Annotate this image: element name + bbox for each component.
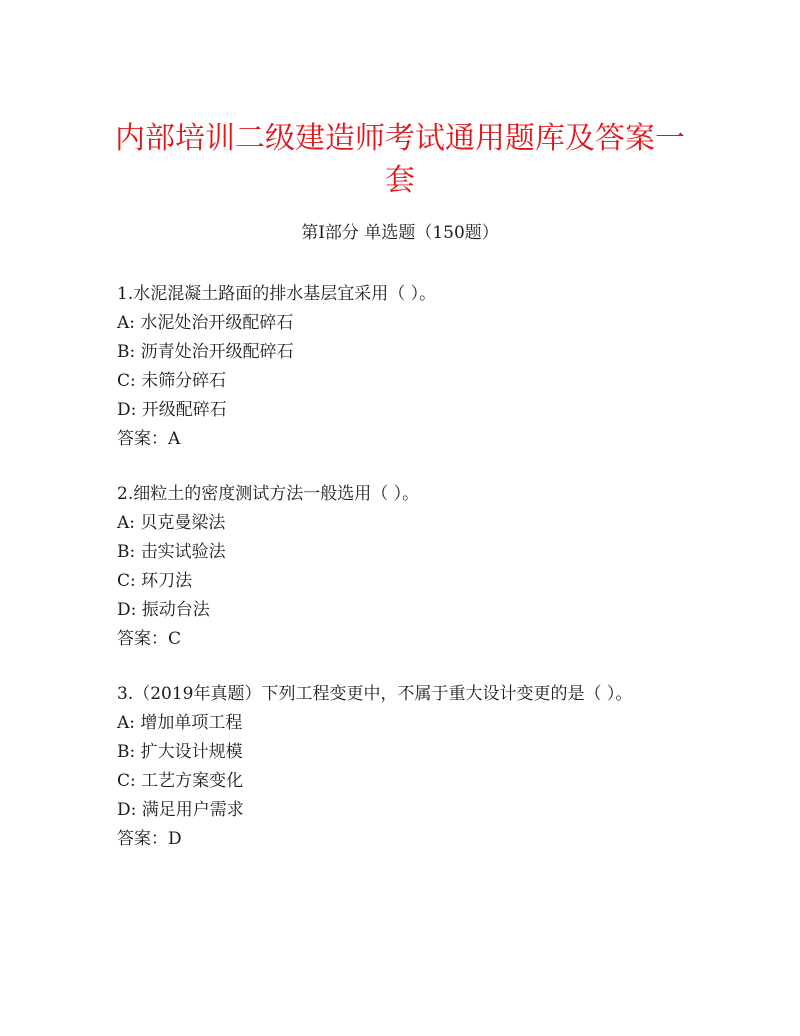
document-title-line1: 内部培训二级建造师考试通用题库及答案一 xyxy=(115,121,685,156)
document-title-line2: 套 xyxy=(385,163,415,198)
option-b: B: 扩大设计规模 xyxy=(117,742,243,762)
question-block xyxy=(117,480,717,654)
question-stem: 2.细粒土的密度测试方法一般选用（ ）。 xyxy=(117,484,420,504)
option-a: A: 水泥处治开级配碎石 xyxy=(117,313,294,333)
document-title xyxy=(110,118,690,202)
option-b: B: 击实试验法 xyxy=(117,542,226,562)
option-d: D: 满足用户需求 xyxy=(117,800,244,820)
answer: 答案：C xyxy=(117,629,182,649)
option-a: A: 贝克曼梁法 xyxy=(117,513,226,533)
question-stem: 1.水泥混凝土路面的排水基层宜采用（ ）。 xyxy=(117,284,437,304)
option-d: D: 开级配碎石 xyxy=(117,400,227,420)
question-block xyxy=(117,680,717,854)
option-c: C: 环刀法 xyxy=(117,571,193,591)
section-heading: 第I部分 单选题（150题） xyxy=(301,223,499,243)
option-c: C: 工艺方案变化 xyxy=(117,771,244,791)
option-d: D: 振动台法 xyxy=(117,600,210,620)
question-block xyxy=(117,280,717,454)
option-b: B: 沥青处治开级配碎石 xyxy=(117,342,294,362)
answer: 答案：A xyxy=(117,429,181,449)
option-a: A: 增加单项工程 xyxy=(117,713,243,733)
answer: 答案：D xyxy=(117,829,182,849)
question-stem: 3.（2019年真题）下列工程变更中，不属于重大设计变更的是（ ）。 xyxy=(117,684,633,704)
option-c: C: 未筛分碎石 xyxy=(117,371,227,391)
